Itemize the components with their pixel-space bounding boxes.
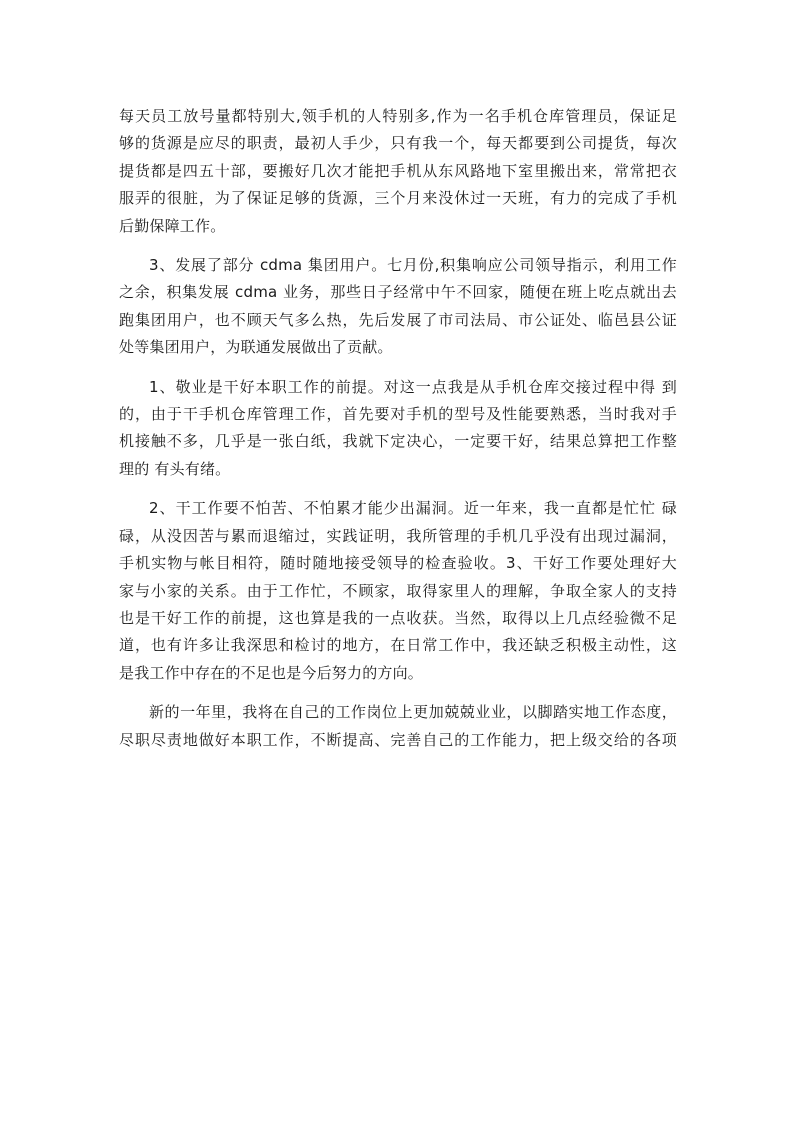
text-line: 家与小家的关系。由于工作忙，不顾家，取得家里人的理解，争取全家人的支持 [119,581,677,600]
text-line: 的，由于干手机仓库管理工作，首先要对手机的型号及性能要熟悉，当时我对手 [119,405,677,424]
paragraph-1 [119,103,677,240]
text-line: 后勤保障工作。 [119,216,226,235]
text-line: 提货都是四五十部，要搬好几次才能把手机从东风路地下室里搬出来，常常把衣 [119,161,677,180]
document-body [119,103,677,754]
text-line: 2、干工作要不怕苦、不怕累才能少出漏洞。近一年来，我一直都是忙忙 碌 [149,499,677,518]
text-line: 道，也有许多让我深思和检讨的地方，在日常工作中，我还缺乏积极主动性，这 [119,636,677,655]
text-line: 机接触不多，几乎是一张白纸，我就下定决心，一定要干好，结果总算把工作整 [119,432,677,451]
text-line: 新的一年里，我将在自己的工作岗位上更加兢兢业业，以脚踏实地工作态度， [149,703,677,722]
paragraph-2 [119,252,677,362]
text-line: 跑集团用户，也不顾天气多么热，先后发展了市司法局、市公证处、临邑县公证 [119,310,677,329]
text-line: 也是干好工作的前提，这也算是我的一点收获。当然，取得以上几点经验微不足 [119,608,677,627]
paragraph-4 [119,495,677,687]
text-line: 3、发展了部分 cdma 集团用户。七月份,积集响应公司领导指示，利用工作 [149,256,677,275]
text-line: 尽职尽责地做好本职工作，不断提高、完善自己的工作能力，把上级交给的各项 [119,730,677,749]
paragraph-5 [119,699,677,754]
text-line: 手机实物与帐目相符，随时随地接受领导的检查验收。3、干好工作要处理好大 [119,554,677,573]
text-line: 之余，积集发展 cdma 业务，那些日子经常中午不回家，随便在班上吃点就出去 [119,283,677,302]
text-line: 服弄的很脏，为了保证足够的货源，三个月来没休过一天班，有力的完成了手机 [119,189,677,208]
text-line: 够的货源是应尽的职责，最初人手少，只有我一个，每天都要到公司提货，每次 [119,134,677,153]
text-line: 是我工作中存在的不足也是今后努力的方向。 [119,663,424,682]
text-line: 每天员工放号量都特别大,领手机的人特别多,作为一名手机仓库管理员，保证足 [119,107,677,125]
text-line: 处等集团用户，为联通发展做出了贡献。 [119,338,393,357]
text-line: 1、敬业是干好本职工作的前提。对这一点我是从手机仓库交接过程中得 到 [149,377,677,396]
paragraph-3 [119,374,677,484]
text-line: 碌，从没因苦与累而退缩过，实践证明，我所管理的手机几乎没有出现过漏洞， [119,526,677,545]
text-line: 理的 有头有绪。 [119,459,231,478]
